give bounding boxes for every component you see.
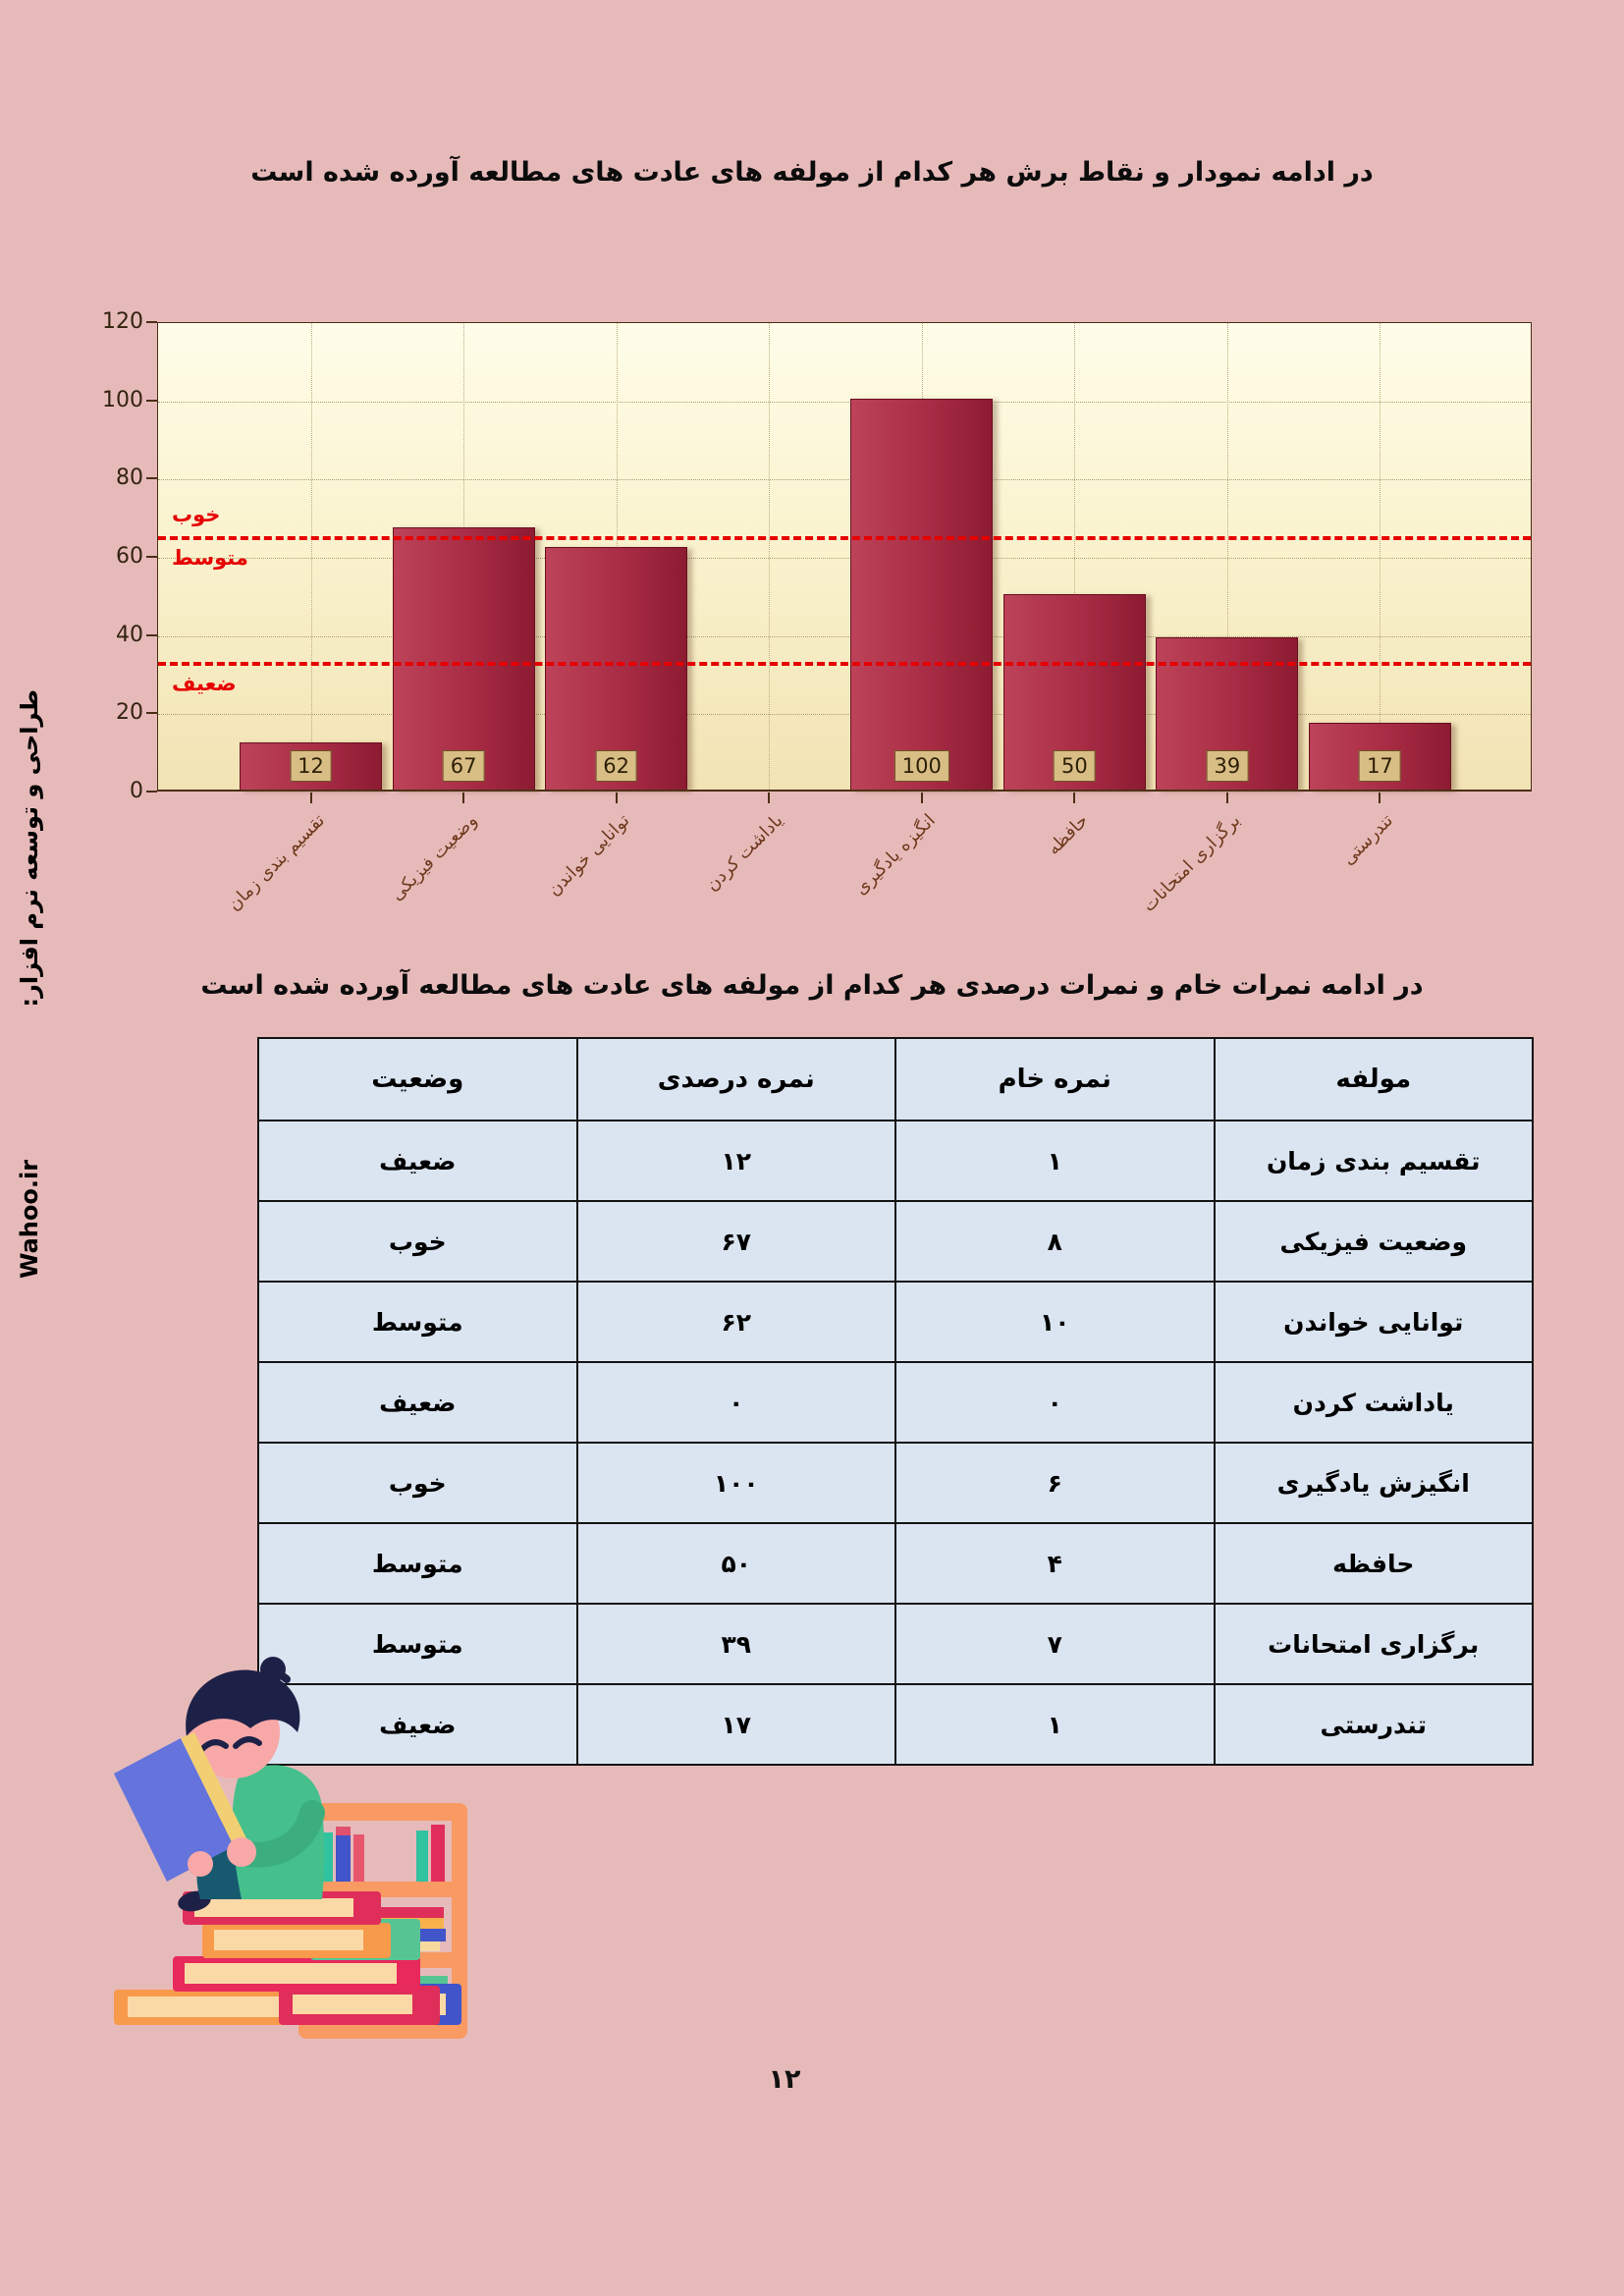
cutoff-label: متوسط: [172, 546, 248, 571]
bar-value-label: 50: [1054, 750, 1096, 782]
y-axis-tick-label: 40: [116, 622, 143, 647]
cutoff-line: [158, 536, 1531, 540]
table-cell: برگزاری امتحانات: [1215, 1604, 1534, 1684]
table-row: [258, 1121, 1533, 1201]
table-cell: انگیزش یادگیری: [1215, 1443, 1534, 1523]
column-header: نمره درصدی: [577, 1038, 896, 1121]
table-row: [258, 1362, 1533, 1443]
table-row: [258, 1523, 1533, 1604]
reading-child-illustration: [84, 1656, 477, 2053]
bar: [1156, 637, 1298, 790]
horizontal-gridline: [158, 402, 1531, 403]
bar-value-label: 100: [894, 750, 949, 782]
y-axis-tick-mark: [146, 556, 157, 558]
table-cell: ۰: [577, 1362, 896, 1443]
table-header-row: [258, 1038, 1533, 1121]
horizontal-gridline: [158, 479, 1531, 480]
bar-chart: [0, 309, 1624, 941]
vertical-gridline: [311, 323, 312, 790]
table-section-title: در ادامه نمرات خام و نمرات درصدی هر کدام از مولفه های عادت های مطالعه آورده شده است: [200, 970, 1424, 1001]
x-axis-category-label: تقسیم بندی زمان: [223, 810, 329, 915]
y-axis-tick-label: 100: [102, 387, 143, 412]
x-axis-category-label: تندرستی: [1338, 810, 1398, 870]
bar: [1309, 723, 1451, 790]
y-axis-tick-mark: [146, 321, 157, 323]
cutoff-label: خوب: [172, 503, 221, 527]
y-axis-tick-mark: [146, 400, 157, 402]
x-axis-category-label: برگزاری امتحانات: [1138, 810, 1245, 916]
bar-value-label: 17: [1359, 750, 1401, 782]
y-axis-tick-label: 0: [130, 779, 143, 803]
x-axis-tick-mark: [310, 793, 312, 803]
table-row: [258, 1443, 1533, 1523]
y-axis-tick-mark: [146, 634, 157, 636]
cutoff-line: [158, 662, 1531, 666]
x-axis-category-label: حافظه: [1043, 810, 1093, 859]
x-axis-tick-mark: [1379, 793, 1380, 803]
table-cell: ۱: [895, 1121, 1215, 1201]
table-cell: ۰: [895, 1362, 1215, 1443]
bar: [850, 399, 993, 790]
table-cell: توانایی خواندن: [1215, 1282, 1534, 1362]
table-cell: متوسط: [258, 1282, 577, 1362]
y-axis-tick-mark: [146, 712, 157, 714]
table-row: [258, 1282, 1533, 1362]
bar: [393, 527, 535, 790]
table-cell: ۱۰: [895, 1282, 1215, 1362]
bar-value-label: 67: [443, 750, 485, 782]
page-number: ۱۲: [768, 2064, 801, 2095]
x-axis-category-label: انگیزه یادگیری: [850, 810, 940, 900]
table-cell: متوسط: [258, 1604, 577, 1684]
bar-value-label: 62: [595, 750, 637, 782]
y-axis-tick-mark: [146, 791, 157, 793]
bar: [240, 742, 382, 790]
table-cell: ۷: [895, 1604, 1215, 1684]
horizontal-gridline: [158, 636, 1531, 637]
x-axis-category-label: توانایی خواندن: [543, 810, 634, 901]
table-cell: خوب: [258, 1443, 577, 1523]
scores-table-header: [258, 1038, 1533, 1121]
table-cell: یاداشت کردن: [1215, 1362, 1534, 1443]
table-cell: ۳۹: [577, 1604, 896, 1684]
y-axis-tick-label: 60: [116, 544, 143, 569]
y-axis-tick-label: 20: [116, 700, 143, 726]
x-axis-tick-mark: [1073, 793, 1075, 803]
y-axis-tick-label: 120: [102, 309, 143, 334]
x-axis-tick-mark: [1226, 793, 1228, 803]
column-header: مولفه: [1215, 1038, 1534, 1121]
x-axis-tick-mark: [768, 793, 770, 803]
bar: [1003, 594, 1146, 790]
credit-brand: Wahoo.ir: [16, 1159, 43, 1279]
x-axis-category-label: یاداشت کردن: [701, 810, 787, 896]
table-cell: حافظه: [1215, 1523, 1534, 1604]
table-cell: خوب: [258, 1201, 577, 1282]
chart-section-title: در ادامه نمودار و نقاط برش هر کدام از مولفه های عادت های مطالعه آورده شده است: [250, 157, 1374, 188]
table-cell: ۶۷: [577, 1201, 896, 1282]
column-header: نمره خام: [895, 1038, 1215, 1121]
table-cell: ضعیف: [258, 1684, 577, 1765]
table-cell: ۱۲: [577, 1121, 896, 1201]
horizontal-gridline: [158, 714, 1531, 715]
y-axis-tick-mark: [146, 477, 157, 479]
cutoff-label: ضعیف: [172, 671, 237, 695]
table-row: [258, 1201, 1533, 1282]
software-credit: [12, 689, 47, 1279]
table-cell: ۸: [895, 1201, 1215, 1282]
vertical-gridline: [769, 323, 770, 790]
table-cell: ۶: [895, 1443, 1215, 1523]
table-cell: ۱: [895, 1684, 1215, 1765]
credit-text: طراحی و توسعه نرم افزار:: [16, 689, 43, 1008]
table-cell: ۱۰۰: [577, 1443, 896, 1523]
x-axis-tick-mark: [462, 793, 464, 803]
table-cell: تقسیم بندی زمان: [1215, 1121, 1534, 1201]
table-cell: متوسط: [258, 1523, 577, 1604]
table-cell: وضعیت فیزیکی: [1215, 1201, 1534, 1282]
bar-value-label: 39: [1207, 750, 1249, 782]
table-cell: ۴: [895, 1523, 1215, 1604]
table-cell: ۱۷: [577, 1684, 896, 1765]
x-axis-category-label: وضعیت فیزیکی: [386, 810, 481, 905]
x-axis-tick-mark: [921, 793, 923, 803]
x-axis-tick-mark: [616, 793, 618, 803]
table-cell: ۶۲: [577, 1282, 896, 1362]
table-cell: ۵۰: [577, 1523, 896, 1604]
column-header: وضعیت: [258, 1038, 577, 1121]
bar: [545, 547, 687, 790]
table-cell: تندرستی: [1215, 1684, 1534, 1765]
child-icon: [114, 1657, 324, 1914]
bar-value-label: 12: [290, 750, 332, 782]
table-cell: ضعیف: [258, 1362, 577, 1443]
chart-plot-area: [157, 322, 1532, 792]
table-cell: ضعیف: [258, 1121, 577, 1201]
horizontal-gridline: [158, 558, 1531, 559]
y-axis-tick-label: 80: [116, 465, 143, 491]
